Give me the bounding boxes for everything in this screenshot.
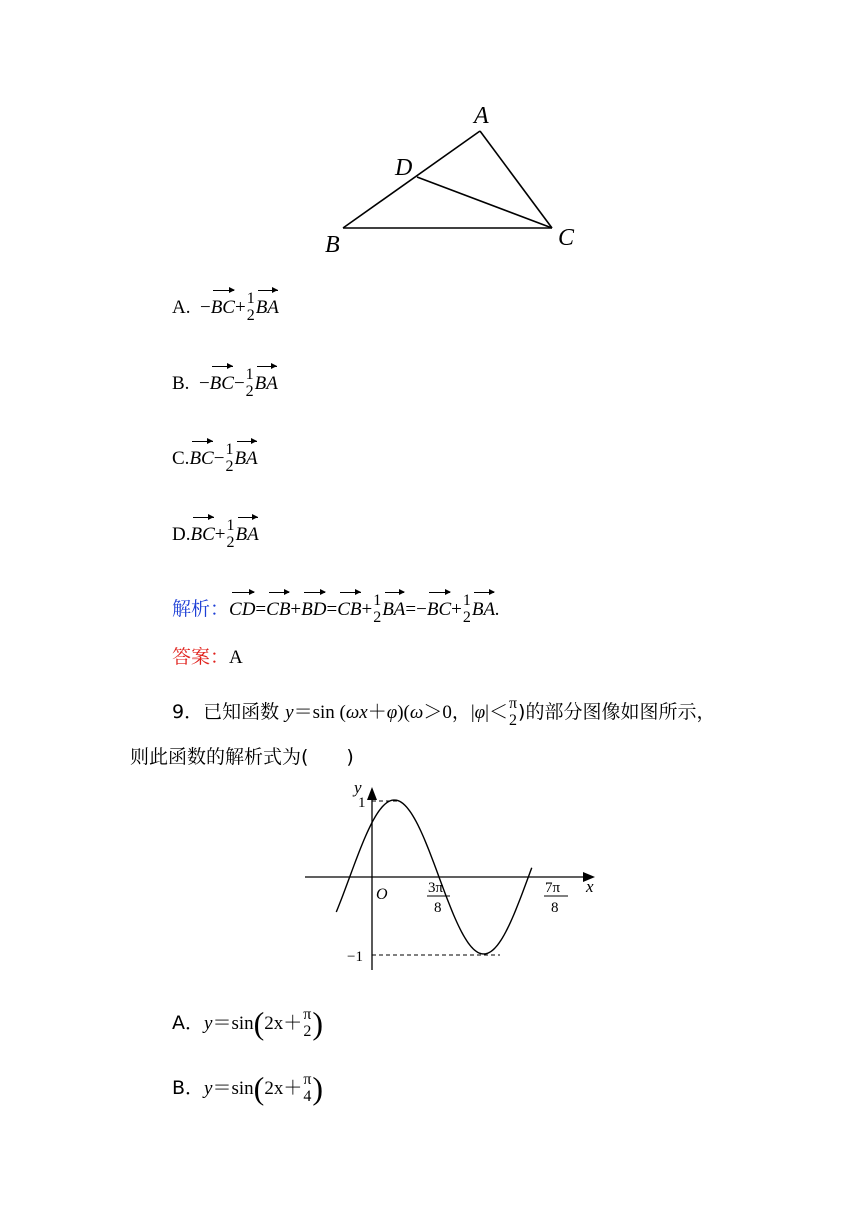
x-tick-3pi8-den: 8 [434,900,442,916]
answer-value: A [229,647,243,668]
side-ac [480,131,552,228]
analysis-line: 解析：CD=CB+BD=CB+ 1 2 BA=−BC+ 1 2 BA. [172,592,500,626]
vertex-label-d: D [395,155,413,181]
q9-stem-line2: 则此函数的解析式为( ) [130,746,354,768]
y-axis-label: y [354,778,362,797]
q9-option-a[interactable]: A．y＝sin(2x＋ π 2 ) [172,1004,324,1041]
fraction: 1 2 [245,366,254,400]
fraction: 1 2 [246,290,255,324]
y-tick-1: 1 [358,795,366,811]
analysis-label: 解析： [172,598,230,621]
answer-label: 答案： [172,646,230,668]
fraction: 1 2 [226,517,235,551]
answer-line [172,648,243,667]
vertex-label-a: A [474,103,489,129]
fraction: 1 2 [225,441,234,475]
option-b[interactable]: B. −BC− 1 2 BA [172,366,278,400]
segment-dc [417,177,552,228]
x-tick-3pi8-num: 3π [428,880,444,896]
option-a[interactable]: A. −BC+ 1 2 BA [172,290,279,324]
y-axis-arrow [367,787,377,800]
option-d[interactable]: D.BC+ 1 2 BA [172,517,259,551]
option-c[interactable]: C.BC− 1 2 BA [172,441,258,475]
q9-option-b[interactable]: B．y＝sin(2x＋ π 4 ) [172,1069,324,1106]
triangle-figure [300,95,600,265]
origin-label: O [376,886,388,903]
y-tick-minus-1: −1 [347,949,363,965]
x-axis-label: x [586,877,594,896]
sine-graph [300,775,610,975]
x-tick-7pi8-den: 8 [551,900,559,916]
q9-stem-line1: 9．已知函数 y＝sin (ωx＋φ)(ω＞0，|φ|＜ π 2 )的部分图像如图所示， [172,695,716,729]
x-tick-7pi8-num: 7π [545,880,561,896]
vertex-label-b: B [325,232,340,258]
vertex-label-c: C [558,225,575,251]
